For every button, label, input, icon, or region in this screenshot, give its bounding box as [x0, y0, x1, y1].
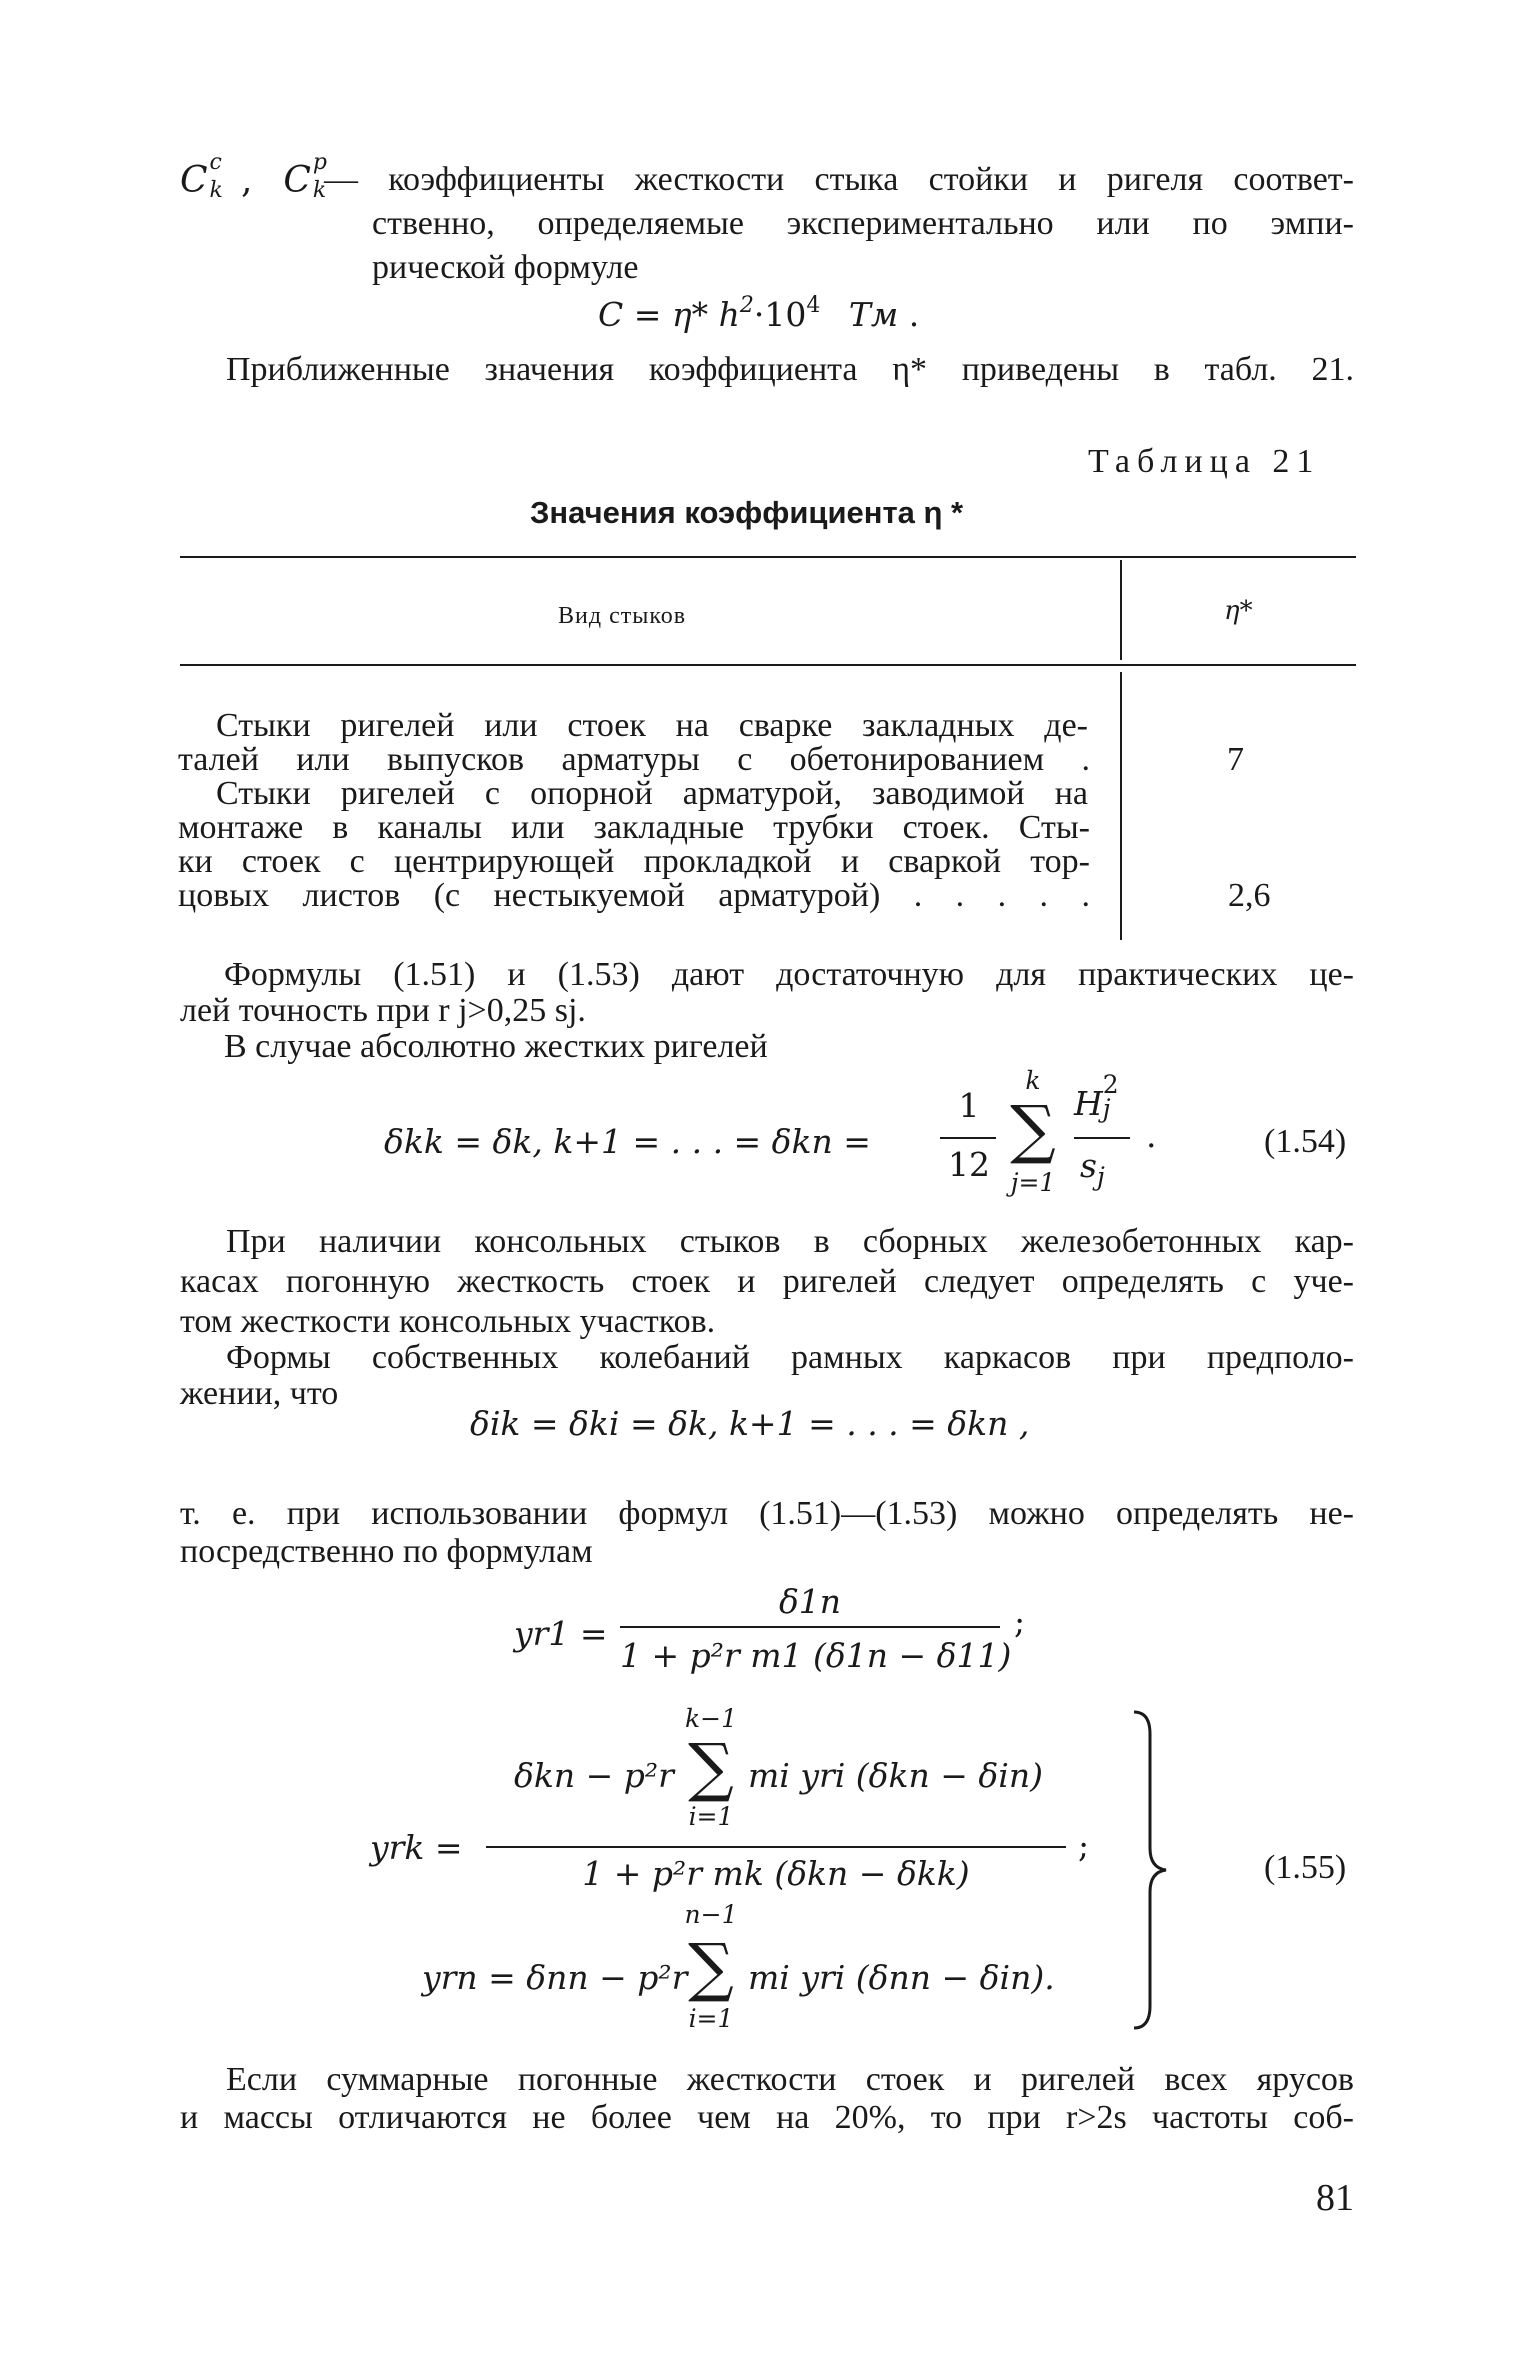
eq155-yrk-den: 1 + p²r mk (δkn − δkk) [582, 1854, 970, 1893]
table-row-2-line-1: Стыки ригелей с опорной арматурой, заводимой на [216, 775, 1088, 812]
eq155-yr1-bar [620, 1626, 1000, 1628]
eq155-yrk-end: ; [1078, 1826, 1090, 1865]
table-body-divider [1120, 672, 1122, 940]
eq155-yrk-lhs: yrk = [370, 1828, 463, 1867]
eq154-term-den: $s_j$ [1080, 1146, 1105, 1191]
eq155-yrk-sum-top: k−1 [684, 1704, 737, 1733]
para-rigid: В случае абсолютно жестких ригелей [224, 1028, 768, 1065]
eq155-yr1-lhs: yr1 = [514, 1614, 608, 1653]
coef-symbol-p: C [283, 160, 311, 201]
para-formulas-line-1: Формулы (1.51) и (1.53) дают достаточную для практических це- [224, 956, 1354, 993]
para-console-line-1: При наличии консольных стыков в сборных железобетонных кар- [226, 1223, 1354, 1260]
table-label: Таблица 21 [1088, 443, 1321, 480]
table-header-joint: Вид стыков [558, 603, 687, 629]
coef-sup-c: c [209, 150, 222, 175]
table-header-rule [180, 664, 1356, 666]
table-row-1-line-2: талей или выпусков арматуры с обетонированием . [178, 741, 1090, 778]
eq-assumption: δik = δki = δk, k+1 = . . . = δkn , [470, 1404, 1030, 1443]
eq154-term-bar [1074, 1137, 1130, 1139]
eq155-yrn-rhs: mi yri (δnn − δin). [748, 1958, 1055, 1997]
eq155-yrk-sum-bottom: i=1 [688, 1802, 734, 1831]
eq155-yrk-bar [486, 1846, 1066, 1848]
para-use-line-2: посредственно по формулам [180, 1533, 593, 1570]
para-modes-line-1: Формы собственных колебаний рамных каркасов при предполо- [226, 1339, 1354, 1376]
eq154-frac-num: 1 [958, 1086, 980, 1125]
coef-sub-c: k [209, 178, 223, 203]
eq155-yr1-num: δ1n [778, 1582, 842, 1621]
table-row-2-line-2: монтаже в каналы или закладные трубки стоек. Сты- [178, 809, 1090, 846]
eq155-yrk-sum-icon: ∑ [688, 1731, 734, 1805]
intro-line-1: — коэффициенты жесткости стыка стойки и ригеля соответ- [324, 161, 1354, 198]
eq154-frac-bar [940, 1137, 996, 1139]
approx-values-text: Приближенные значения коэффициента η* приведены в табл. 21. [226, 351, 1354, 388]
eq155-yrn-sum-icon: ∑ [688, 1931, 734, 2005]
table-row-2-value: 2,6 [1228, 877, 1271, 914]
eq155-yrn-lhs: yrn = δnn − p²r [422, 1958, 688, 1997]
eq155-yrk-num-b: mi yri (δkn − δin) [748, 1756, 1043, 1795]
intro-line-3: рической формуле [372, 249, 639, 286]
eq154-sum-bottom: j=1 [1010, 1168, 1056, 1197]
table-header-divider [1120, 560, 1122, 660]
table-row-2-line-4: цовых листов (с нестыкуемой арматурой) . . . . . [178, 877, 1090, 914]
coef-symbols: C c k , C р k [180, 150, 327, 203]
eq155-yrk-num-a: δkn − p²r [514, 1756, 674, 1795]
eq155-number: (1.55) [1264, 1849, 1347, 1886]
eq155-yrn-sum-top: n−1 [684, 1900, 738, 1929]
eq154-term-num: H 2 j [1074, 1070, 1119, 1123]
eq155-yr1-end: ; [1014, 1602, 1026, 1641]
intro-line-2: ственно, определяемые экспериментально или по эмпи- [372, 205, 1354, 242]
coef-sub-p: k [312, 178, 327, 203]
eq154-frac-den: 12 [948, 1145, 990, 1184]
eq154-lhs: δkk = δk, k+1 = . . . = δkn = [384, 1122, 871, 1161]
stiffness-formula: C = η* $h^2\cdot 10^4$ Тм . [598, 293, 920, 334]
table-header-eta: η* [1224, 596, 1253, 626]
eq154-number: (1.54) [1264, 1123, 1347, 1160]
coef-sup-p: р [312, 150, 327, 175]
table-top-rule [180, 556, 1356, 558]
para-formulas-line-2: лей точность при r j>0,25 sj. [180, 992, 586, 1029]
para-use-line-1: т. е. при использовании формул (1.51)—(1.53) можно определять не- [180, 1495, 1354, 1532]
eq155-yrn-sum-bottom: i=1 [688, 2004, 734, 2033]
table-row-1-value: 7 [1227, 741, 1244, 778]
coef-symbol-c: C [180, 160, 208, 201]
table-row-2-line-3: ки стоек с центрирующей прокладкой и сваркой тор- [178, 843, 1090, 880]
page-number: 81 [1316, 2177, 1354, 2219]
para-console-line-3: том жесткости консольных участков. [180, 1303, 716, 1340]
eq155-yr1-den: 1 + p²r m1 (δ1n − δ11) [620, 1636, 1012, 1675]
para-console-line-2: касах погонную жесткость стоек и ригелей следует определять с уче- [180, 1263, 1354, 1300]
eq155-brace-icon [1130, 1710, 1170, 2030]
para-final-line-2: и массы отличаются не более чем на 20%, то при r>2s частоты соб- [180, 2099, 1354, 2136]
para-modes-line-2: жении, что [180, 1375, 339, 1412]
eq154-sum-top: k [1025, 1066, 1041, 1095]
eq154-sum-icon: ∑ [1010, 1093, 1056, 1167]
table-title: Значения коэффициента η * [530, 495, 964, 530]
table-row-1-line-1: Стыки ригелей или стоек на сварке закладных де- [216, 707, 1088, 744]
para-final-line-1: Если суммарные погонные жесткости стоек и ригелей всех ярусов [226, 2061, 1354, 2098]
eq154-end: . [1146, 1116, 1157, 1155]
